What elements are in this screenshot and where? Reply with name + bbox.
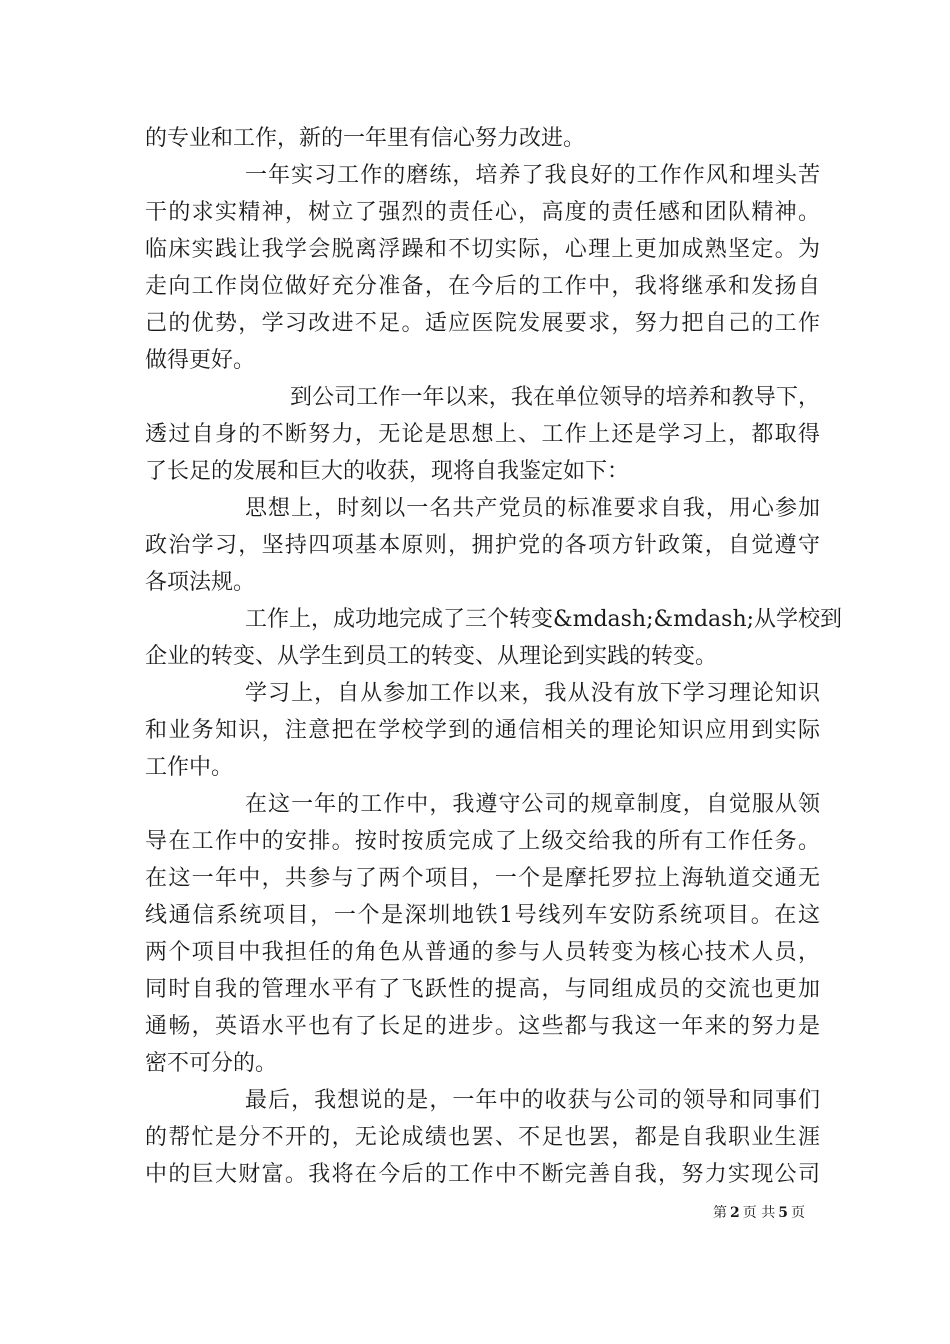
text-line: 做得更好。 [145, 348, 256, 373]
paragraph [145, 379, 820, 490]
document-body [145, 120, 843, 1193]
text-line: 一年实习工作的磨练，培养了我良好的工作作风和埋头苦 [245, 163, 820, 188]
footer-middle: 页 共 [742, 1205, 776, 1221]
paragraph [145, 120, 820, 157]
paragraph [145, 157, 820, 379]
text-line: 思想上，时刻以一名共产党员的标准要求自我，用心参加 [245, 496, 820, 521]
text-line: 中的巨大财富。我将在今后的工作中不断完善自我，努力实现公司 [145, 1162, 820, 1187]
footer-prefix: 第 [713, 1205, 728, 1221]
text-line: 通畅，英语水平也有了长足的进步。这些都与我这一年来的努力是 [145, 1014, 820, 1039]
text-line: 工作中。 [145, 755, 234, 780]
text-line: 各项法规。 [145, 570, 256, 595]
text-line: 最后，我想说的是，一年中的收获与公司的领导和同事们 [245, 1088, 820, 1113]
text-line: 临床实践让我学会脱离浮躁和不切实际，心理上更加成熟坚定。为 [145, 237, 820, 262]
total-pages-number: 5 [778, 1205, 788, 1221]
text-line: 走向工作岗位做好充分准备，在今后的工作中，我将继承和发扬自 [145, 274, 820, 299]
paragraph [145, 786, 820, 1082]
page-number-footer [713, 1203, 805, 1223]
paragraph [145, 490, 820, 601]
text-line: 到公司工作一年以来，我在单位领导的培养和教导下， [290, 385, 820, 410]
text-line: 线通信系统项目，一个是深圳地铁1号线列车安防系统项目。在这 [145, 903, 820, 928]
text-line: 的帮忙是分不开的，无论成绩也罢、不足也罢，都是自我职业生涯 [145, 1125, 820, 1150]
text-line: 透过自身的不断努力，无论是思想上、工作上还是学习上，都取得 [145, 422, 820, 447]
text-line: 了长足的发展和巨大的收获，现将自我鉴定如下： [145, 459, 630, 484]
text-line: 同时自我的管理水平有了飞跃性的提高，与同组成员的交流也更加 [145, 977, 820, 1002]
text-line: 己的优势，学习改进不足。适应医院发展要求，努力把自己的工作 [145, 311, 820, 336]
text-line: 两个项目中我担任的角色从普通的参与人员转变为核心技术人员， [145, 940, 820, 965]
current-page-number: 2 [730, 1205, 740, 1221]
text-line: 学习上，自从参加工作以来，我从没有放下学习理论知识 [245, 681, 820, 706]
text-line: 干的求实精神，树立了强烈的责任心，高度的责任感和团队精神。 [145, 200, 820, 225]
text-line: 在这一年中，共参与了两个项目，一个是摩托罗拉上海轨道交通无 [145, 866, 820, 891]
text-line: 和业务知识，注意把在学校学到的通信相关的理论知识应用到实际 [145, 718, 820, 743]
paragraph [145, 675, 820, 786]
text-line: 在这一年的工作中，我遵守公司的规章制度，自觉服从领 [245, 792, 820, 817]
text-line: 的专业和工作，新的一年里有信心努力改进。 [145, 126, 586, 151]
paragraph [145, 601, 843, 675]
text-line: 工作上，成功地完成了三个转变&mdash;&mdash;从学校到 [245, 607, 843, 632]
text-line: 密不可分的。 [145, 1051, 278, 1076]
paragraph [145, 1082, 820, 1193]
text-line: 政治学习，坚持四项基本原则，拥护党的各项方针政策，自觉遵守 [145, 533, 820, 558]
text-line: 导在工作中的安排。按时按质完成了上级交给我的所有工作任务。 [145, 829, 820, 854]
footer-suffix: 页 [791, 1205, 805, 1221]
text-line: 企业的转变、从学生到员工的转变、从理论到实践的转变。 [145, 644, 718, 669]
